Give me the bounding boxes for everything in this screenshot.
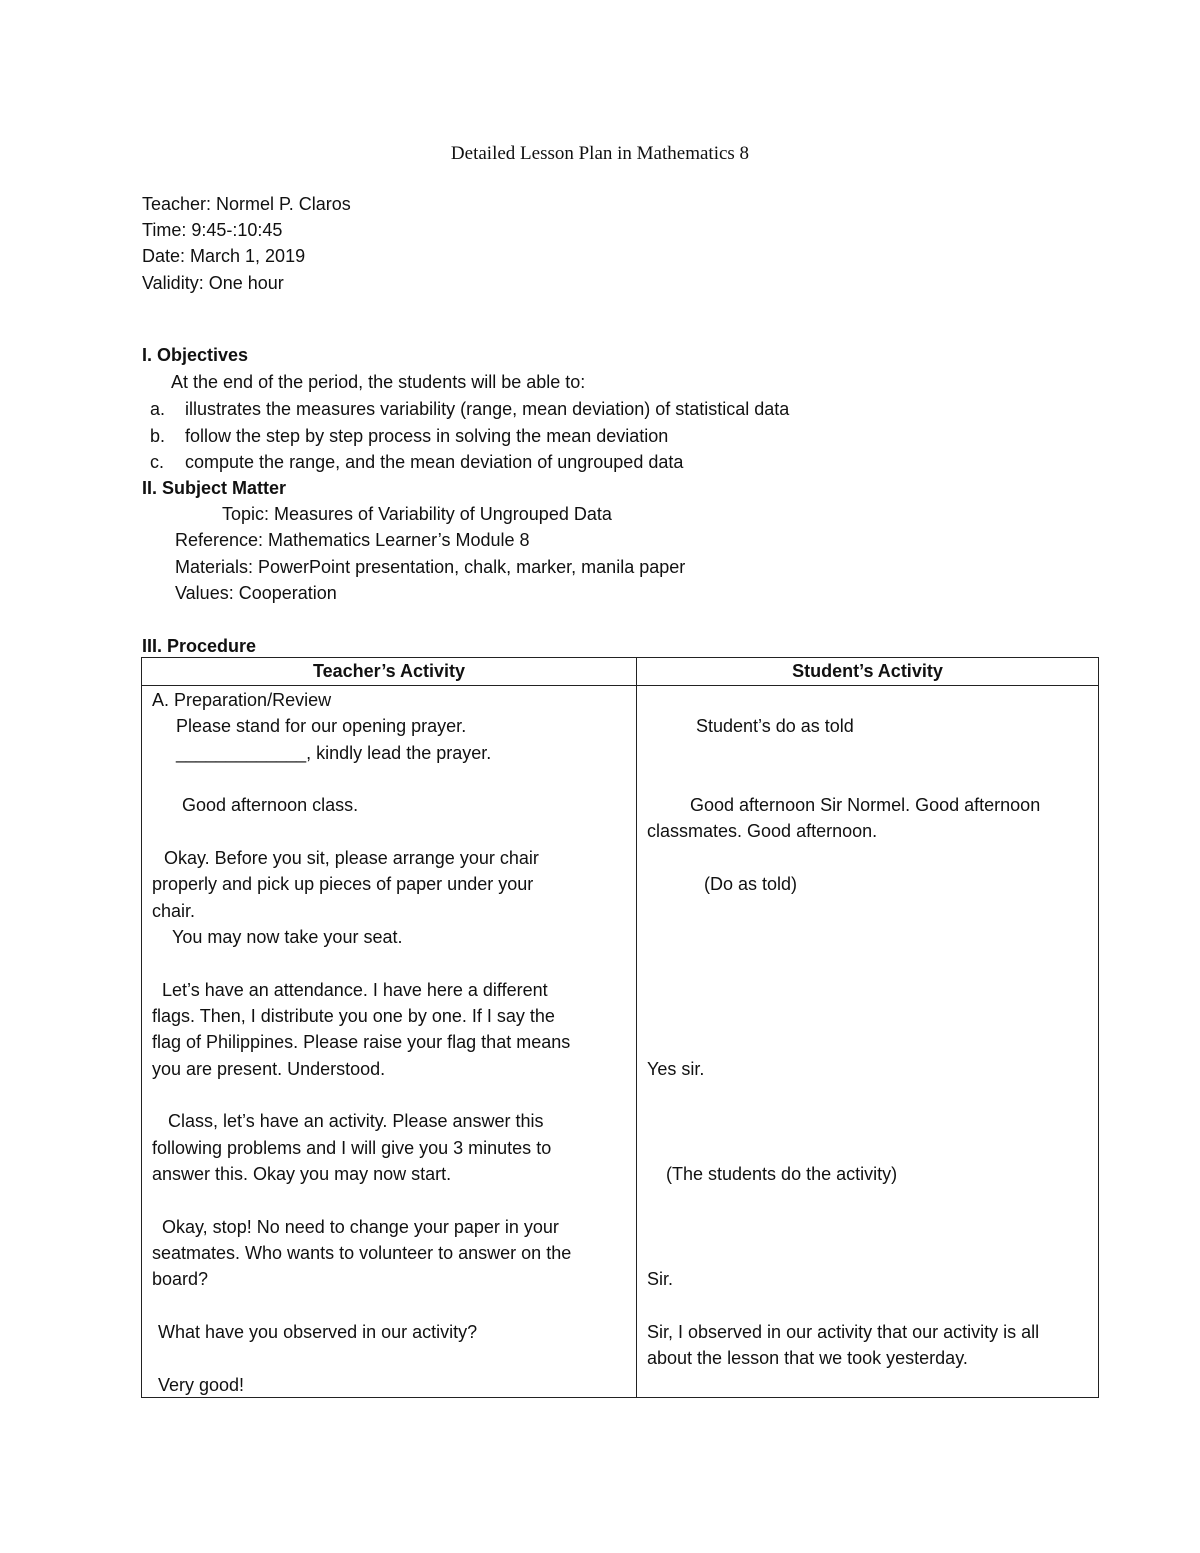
teacher-line: seatmates. Who wants to volunteer to answer on the bbox=[152, 1243, 572, 1263]
teacher-line: board? bbox=[152, 1269, 209, 1289]
objective-text: compute the range, and the mean deviation of ungrouped data bbox=[185, 452, 684, 472]
teacher-line: properly and pick up pieces of paper under your bbox=[152, 874, 534, 894]
time-line: Time: 9:45-:10:45 bbox=[142, 220, 283, 240]
objectives-heading: I. Objectives bbox=[142, 345, 249, 365]
student-activity-header: Student’s Activity bbox=[637, 658, 1099, 686]
validity-line: Validity: One hour bbox=[142, 273, 284, 293]
teacher-line: Okay. Before you sit, please arrange your chair bbox=[164, 848, 539, 868]
teacher-line: answer this. Okay you may now start. bbox=[152, 1164, 452, 1184]
teacher-line: Please stand for our opening prayer. bbox=[176, 716, 467, 736]
teacher-line: chair. bbox=[152, 901, 196, 921]
teacher-line: You may now take your seat. bbox=[172, 927, 403, 947]
teacher-line: _____________, kindly lead the prayer. bbox=[176, 743, 492, 763]
student-line: about the lesson that we took yesterday. bbox=[647, 1348, 968, 1368]
student-line: Yes sir. bbox=[647, 1059, 705, 1079]
document-title: Detailed Lesson Plan in Mathematics 8 bbox=[450, 143, 750, 164]
objective-letter: a. bbox=[150, 399, 166, 419]
objective-letter: b. bbox=[150, 425, 166, 446]
teacher-line: What have you observed in our activity? bbox=[158, 1322, 478, 1342]
section-label: A. Preparation/Review bbox=[152, 690, 332, 710]
values-line: Values: Cooperation bbox=[175, 583, 337, 603]
teacher-line: following problems and I will give you 3 minutes to bbox=[152, 1138, 552, 1158]
reference-line: Reference: Mathematics Learner’s Module 8 bbox=[175, 530, 530, 550]
student-line: classmates. Good afternoon. bbox=[647, 821, 878, 841]
teacher-line: flags. Then, I distribute you one by one. If I say the bbox=[152, 1006, 555, 1026]
date-line: Date: March 1, 2019 bbox=[142, 246, 306, 266]
subject-matter-heading: II. Subject Matter bbox=[142, 478, 287, 498]
table-row bbox=[142, 686, 1099, 1398]
teacher-line: Okay, stop! No need to change your paper in your bbox=[162, 1217, 559, 1237]
teacher-line: Class, let’s have an activity. Please answer this bbox=[168, 1111, 544, 1131]
teacher-line: flag of Philippines. Please raise your flag that means bbox=[152, 1032, 571, 1052]
student-line: Sir, I observed in our activity that our activity is all bbox=[647, 1322, 1040, 1342]
student-activity-cell bbox=[637, 686, 1099, 1398]
student-line: (The students do the activity) bbox=[666, 1164, 898, 1184]
topic-line: Topic: Measures of Variability of Ungrouped Data bbox=[222, 504, 612, 524]
materials-line: Materials: PowerPoint presentation, chalk, marker, manila paper bbox=[175, 557, 686, 577]
teacher-line: Good afternoon class. bbox=[182, 795, 359, 815]
objective-letter: c. bbox=[150, 452, 165, 472]
procedure-table bbox=[141, 657, 1099, 1398]
student-line: Good afternoon Sir Normel. Good afternoon bbox=[690, 795, 1041, 815]
teacher-activity-header: Teacher’s Activity bbox=[142, 658, 637, 686]
teacher-line: you are present. Understood. bbox=[152, 1059, 386, 1079]
teacher-line: Teacher: Normel P. Claros bbox=[142, 194, 351, 214]
objective-text: follow the step by step process in solving the mean deviation bbox=[185, 425, 669, 446]
teacher-line: Very good! bbox=[158, 1375, 245, 1395]
student-line: (Do as told) bbox=[704, 874, 798, 894]
objectives-intro: At the end of the period, the students will be able to: bbox=[171, 372, 586, 392]
student-line: Student’s do as told bbox=[696, 716, 854, 736]
teacher-activity-cell bbox=[142, 686, 637, 1398]
procedure-heading: III. Procedure bbox=[142, 636, 257, 656]
table-header-row bbox=[142, 658, 1099, 686]
objective-text: illustrates the measures variability (range, mean deviation) of statistical data bbox=[185, 399, 790, 419]
teacher-line: Let’s have an attendance. I have here a different bbox=[162, 980, 548, 1000]
student-line: Sir. bbox=[647, 1269, 674, 1289]
